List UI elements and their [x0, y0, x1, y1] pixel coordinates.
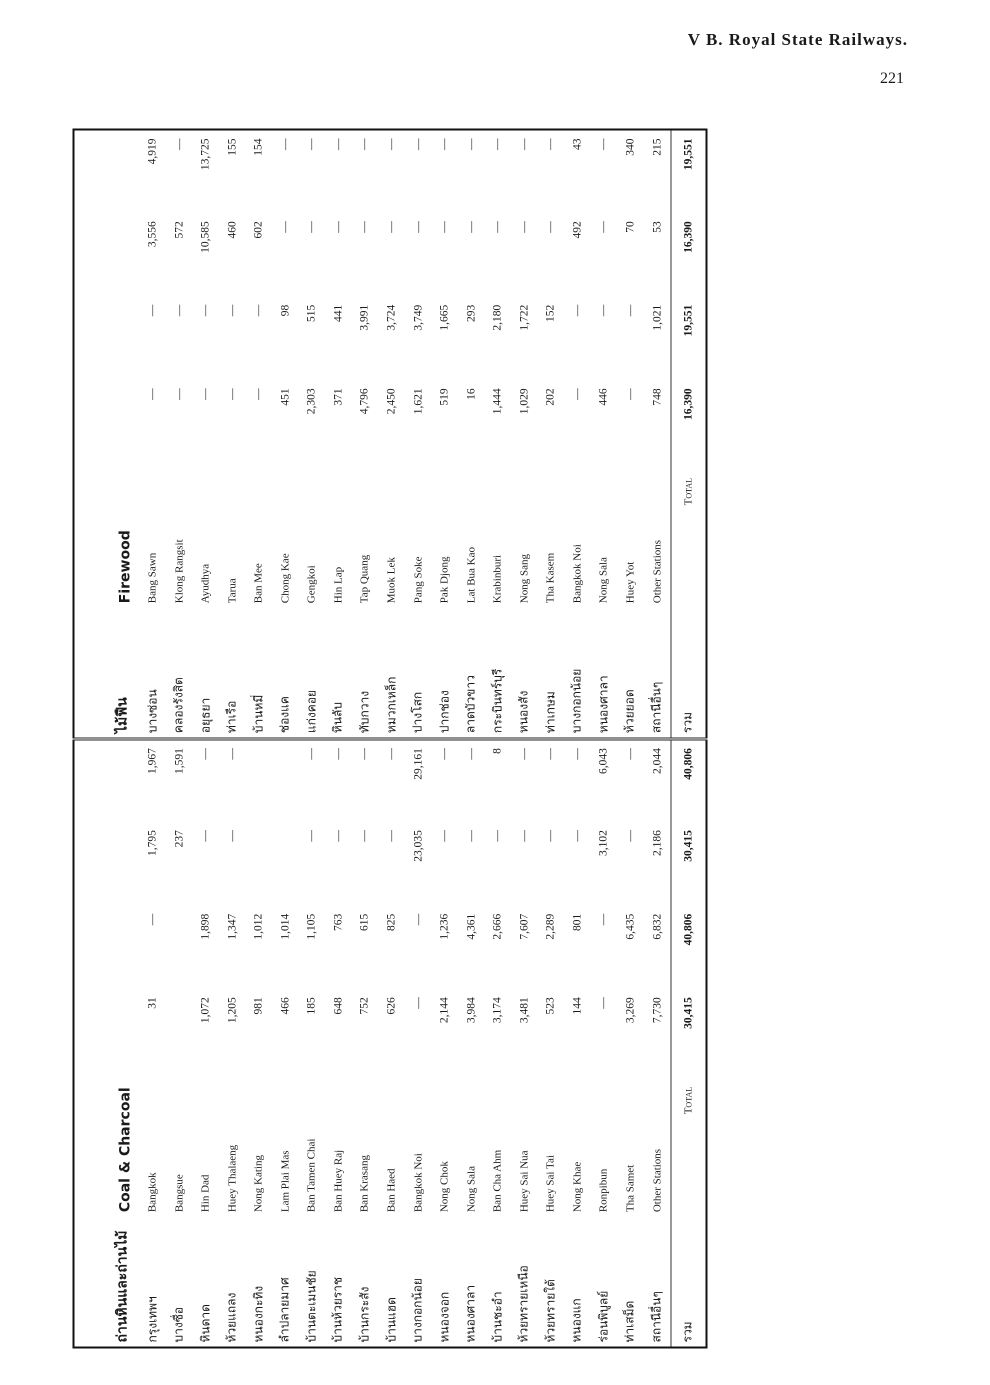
firewood-station-thai: กระบินทร์บุรี — [489, 668, 504, 733]
firewood-value: 451 — [278, 387, 291, 406]
firewood-station-thai: ลาดบัวขาว — [463, 674, 478, 733]
firewood-heading: Firewood — [116, 529, 133, 603]
table-row — [325, 129, 352, 1347]
traffic-table — [72, 128, 707, 1348]
firewood-station-thai: ห้วยยอด — [622, 688, 637, 733]
coal-station-name: Nong Chok — [438, 1160, 451, 1212]
firewood-value: 293 — [464, 304, 477, 322]
coal-value: — — [146, 913, 159, 925]
firewood-value: — — [411, 138, 424, 150]
coal-thai-heading: ถ่านหินและถ่านไม้ — [113, 1229, 130, 1342]
firewood-station-thai: สถานีอื่นๆ — [649, 681, 664, 733]
coal-value: 466 — [278, 996, 291, 1015]
coal-station-name: Ronpibun — [597, 1168, 610, 1212]
coal-value: 1,014 — [278, 913, 291, 940]
coal-value: 3,984 — [464, 996, 477, 1023]
coal-value: 825 — [385, 913, 398, 931]
coal-total-thai: รวม — [670, 1216, 706, 1347]
coal-value: 6,435 — [623, 913, 636, 940]
firewood-value: — — [172, 138, 185, 150]
firewood-value: 441 — [331, 304, 344, 322]
firewood-value: 1,722 — [517, 304, 530, 331]
coal-station-thai: บ้านชะอำ — [489, 1290, 504, 1342]
coal-value: — — [378, 738, 405, 822]
coal-value: 8 — [484, 738, 511, 822]
coal-value: — — [305, 829, 318, 842]
coal-value: 2,186 — [650, 829, 663, 856]
firewood-station-name: Other Stations — [650, 539, 663, 603]
coal-value — [165, 905, 192, 989]
firewood-value: 215 — [650, 138, 663, 156]
firewood-value: — — [199, 304, 212, 316]
coal-value: — — [491, 829, 504, 842]
firewood-station-name: Chong Kae — [278, 552, 291, 603]
coal-value: 981 — [252, 996, 265, 1015]
table-row — [511, 129, 538, 1347]
coal-value: — — [623, 829, 636, 842]
firewood-station-name: Pak Djong — [438, 555, 451, 603]
firewood-value: 152 — [544, 304, 557, 322]
firewood-value: 202 — [544, 387, 557, 406]
coal-station-name: Nong Sala — [464, 1165, 477, 1212]
firewood-station-name: Huey Yot — [623, 561, 636, 603]
coal-total-label: Total — [670, 1072, 706, 1215]
coal-total-value: 30,415 — [670, 822, 706, 906]
coal-station-thai: ห้วยทรายใต้ — [542, 1278, 557, 1342]
firewood-value: — — [623, 304, 636, 316]
coal-value: — — [617, 738, 644, 822]
coal-value: 1,591 — [165, 738, 192, 822]
firewood-total-value: 19,551 — [670, 296, 706, 380]
firewood-value: 1,665 — [438, 304, 451, 331]
firewood-value: — — [278, 220, 291, 233]
coal-value: — — [331, 829, 344, 842]
coal-value: — — [564, 738, 591, 822]
firewood-station-thai: หนองศาลา — [595, 674, 610, 733]
firewood-value: 1,021 — [650, 304, 663, 331]
coal-value: — — [438, 829, 451, 842]
coal-value: — — [225, 829, 238, 842]
table-row — [165, 129, 192, 1347]
coal-station-name: Huey Sai Nua — [517, 1149, 530, 1212]
coal-value: 2,044 — [643, 738, 670, 822]
coal-station-thai: บ้านห้วยราช — [330, 1276, 345, 1342]
table-row — [139, 129, 166, 1347]
firewood-station-thai: บางกอกน้อย — [569, 668, 584, 733]
firewood-value: — — [172, 304, 185, 316]
firewood-value: — — [385, 220, 398, 233]
coal-station-thai: หนองจอก — [436, 1291, 451, 1342]
coal-station-thai: บางซื่อ — [171, 1306, 186, 1342]
coal-station-thai: บ้านตะเมนชัย — [303, 1269, 318, 1342]
firewood-value: 460 — [225, 220, 238, 238]
firewood-station-name: Klong Rangsit — [172, 538, 185, 603]
firewood-station-name: Ayudhya — [199, 563, 212, 603]
coal-value: — — [351, 738, 378, 822]
firewood-station-thai: บ้านหมี่ — [250, 694, 265, 733]
coal-value: — — [464, 829, 477, 842]
firewood-station-name: Bangkok Noi — [570, 543, 583, 603]
running-header: V B. Royal State Railways. — [687, 30, 908, 49]
coal-station-thai: ห้วยแถลง — [224, 1292, 239, 1342]
coal-station-name: Ban Haed — [385, 1167, 398, 1212]
firewood-station-thai: หนองสัง — [516, 690, 531, 733]
coal-value: — — [218, 738, 245, 822]
firewood-value: — — [517, 138, 530, 150]
firewood-station-name: Muok Lek — [385, 556, 398, 603]
firewood-value: 98 — [278, 304, 291, 316]
coal-value: 1,795 — [146, 829, 159, 856]
firewood-value: 13,725 — [199, 138, 212, 170]
coal-value: 763 — [331, 913, 344, 931]
table-row — [537, 129, 564, 1347]
coal-value: — — [511, 738, 538, 822]
firewood-station-name: Tha Kasem — [544, 552, 557, 603]
firewood-value: 492 — [570, 220, 583, 238]
firewood-station-name: Gengkoi — [305, 564, 318, 603]
coal-total-value: 30,415 — [670, 989, 706, 1073]
coal-value: 31 — [146, 996, 159, 1009]
coal-station-thai: บ้านแฮด — [383, 1296, 398, 1342]
coal-value: — — [517, 829, 530, 842]
firewood-value: 1,621 — [411, 387, 424, 414]
firewood-station-name: Krabinburi — [491, 554, 504, 603]
coal-value: 237 — [172, 829, 185, 847]
coal-value — [165, 989, 192, 1073]
coal-station-name: Nong Kating — [252, 1154, 265, 1212]
table-row — [643, 129, 670, 1347]
coal-station-thai: หนองศาลา — [463, 1284, 478, 1342]
coal-value: 523 — [544, 996, 557, 1015]
coal-value: — — [544, 829, 557, 842]
firewood-value: 16 — [464, 387, 477, 400]
table-row — [590, 129, 617, 1347]
table-row — [218, 129, 245, 1347]
coal-value: 6,832 — [650, 913, 663, 940]
coal-station-thai: หนองแก — [569, 1297, 584, 1342]
table-row — [457, 129, 484, 1347]
coal-value: 615 — [358, 913, 371, 931]
coal-value: 4,361 — [464, 913, 477, 940]
table-row — [245, 129, 272, 1347]
firewood-value: 1,444 — [491, 387, 504, 414]
firewood-value: 3,749 — [411, 304, 424, 331]
coal-station-thai: หนองกะทิง — [250, 1285, 265, 1342]
firewood-value: 53 — [650, 220, 663, 233]
coal-value: 3,481 — [517, 996, 530, 1023]
firewood-value: — — [597, 138, 610, 150]
coal-value: 23,035 — [411, 829, 424, 862]
coal-station-name: Bangkok — [146, 1171, 159, 1212]
coal-value: 1,967 — [139, 738, 166, 822]
firewood-value: — — [146, 387, 159, 400]
firewood-value: — — [570, 304, 583, 316]
page-number: 221 — [880, 70, 904, 87]
firewood-value: 154 — [252, 138, 265, 156]
firewood-value: — — [252, 387, 265, 400]
firewood-station-thai: อยุธยา — [197, 697, 212, 733]
firewood-value: 43 — [570, 138, 583, 150]
coal-station-name: Tha Samet — [623, 1164, 636, 1212]
firewood-value: 572 — [172, 220, 185, 238]
firewood-station-thai: หินลับ — [330, 701, 345, 733]
firewood-total-value: 16,390 — [670, 380, 706, 464]
coal-station-name: Huey Thalaeng — [225, 1144, 238, 1212]
firewood-value: 70 — [623, 220, 636, 233]
coal-value: — — [298, 738, 325, 822]
coal-station-name: Ban Cha Ahm — [491, 1149, 504, 1212]
coal-value: 1,347 — [225, 913, 238, 940]
firewood-value: 2,180 — [491, 304, 504, 331]
table-header-row — [73, 129, 139, 1347]
firewood-station-thai: บางซ่อน — [144, 688, 159, 733]
coal-heading: Coal & Charcoal — [116, 1086, 133, 1212]
coal-value: 3,174 — [491, 996, 504, 1023]
coal-value: 1,105 — [305, 913, 318, 940]
coal-value: 2,144 — [438, 996, 451, 1023]
firewood-value: — — [252, 304, 265, 316]
firewood-value: 3,991 — [358, 304, 371, 331]
firewood-total-thai: รวม — [670, 607, 706, 738]
firewood-station-thai: แก่งคอย — [303, 689, 318, 733]
coal-value — [272, 738, 299, 822]
coal-value: 1,205 — [225, 996, 238, 1023]
coal-station-name: Lam Plai Mas — [278, 1149, 291, 1212]
firewood-station-thai: ทับกวาง — [356, 690, 371, 733]
rotated-table-block — [72, 128, 707, 1348]
firewood-value: — — [464, 220, 477, 233]
firewood-value: — — [623, 387, 636, 400]
firewood-station-name: Bang Sawn — [146, 552, 159, 603]
table-row — [431, 129, 458, 1347]
table-body — [73, 129, 706, 1347]
coal-value: — — [457, 738, 484, 822]
firewood-value: 2,303 — [305, 387, 318, 414]
coal-value — [245, 822, 272, 906]
firewood-value: — — [491, 220, 504, 233]
coal-value — [245, 738, 272, 822]
coal-value: 1,236 — [438, 913, 451, 940]
firewood-value: — — [570, 387, 583, 400]
firewood-station-name: Pang Soke — [411, 555, 424, 603]
coal-station-name: Other Stations — [650, 1148, 663, 1212]
firewood-value: 446 — [597, 387, 610, 406]
firewood-station-thai: ปางโสก — [410, 691, 425, 733]
firewood-value: 2,450 — [385, 387, 398, 414]
table-row — [484, 129, 511, 1347]
firewood-value: — — [358, 138, 371, 150]
coal-value: — — [537, 738, 564, 822]
firewood-value: — — [597, 220, 610, 233]
firewood-value: — — [597, 304, 610, 316]
coal-station-name: Ban Huey Raj — [331, 1149, 344, 1212]
firewood-total-value: 16,390 — [670, 213, 706, 297]
coal-value: — — [199, 829, 212, 842]
firewood-value: 748 — [650, 387, 663, 406]
firewood-value: — — [517, 220, 530, 233]
coal-value: 2,666 — [491, 913, 504, 940]
firewood-station-thai: ช่องแค — [277, 695, 292, 733]
coal-value: 1,072 — [199, 996, 212, 1023]
coal-value: 1,898 — [199, 913, 212, 940]
firewood-value: 4,919 — [146, 138, 159, 164]
firewood-value: — — [331, 220, 344, 233]
firewood-value: — — [544, 220, 557, 233]
table-row — [192, 129, 219, 1347]
firewood-value: — — [358, 220, 371, 233]
firewood-station-thai: ท่าเรือ — [224, 700, 239, 733]
firewood-value: 4,796 — [358, 387, 371, 414]
coal-station-thai: บางกอกน้อย — [410, 1277, 425, 1342]
firewood-total-value: 19,551 — [670, 129, 706, 213]
total-row — [670, 129, 706, 1347]
coal-station-name: Hin Dad — [199, 1174, 212, 1212]
coal-value: — — [385, 829, 398, 842]
coal-station-name: Huey Sai Tai — [544, 1154, 557, 1212]
firewood-value: — — [146, 304, 159, 316]
table-row — [564, 129, 591, 1347]
firewood-value: — — [199, 387, 212, 400]
firewood-value: — — [172, 387, 185, 400]
coal-value: 752 — [358, 996, 371, 1015]
coal-station-name: Bangsue — [172, 1173, 185, 1212]
firewood-value: — — [438, 220, 451, 233]
coal-value: — — [411, 913, 424, 925]
coal-value: 6,043 — [590, 738, 617, 822]
coal-value: 29,161 — [404, 738, 431, 822]
firewood-station-name: Nong Sala — [597, 556, 610, 603]
coal-value: 144 — [570, 996, 583, 1015]
firewood-station-name: Nong Sang — [517, 553, 530, 603]
firewood-value: 340 — [623, 138, 636, 156]
coal-station-thai: กรุงเทพฯ — [144, 1295, 159, 1342]
coal-value: 1,012 — [252, 913, 265, 940]
coal-value: 3,102 — [597, 829, 610, 856]
coal-value: 3,269 — [623, 996, 636, 1023]
coal-value: — — [597, 996, 610, 1009]
coal-total-value: 40,806 — [670, 738, 706, 822]
firewood-value: — — [438, 138, 451, 150]
firewood-value: — — [385, 138, 398, 150]
coal-value: — — [411, 996, 424, 1009]
table-row — [404, 129, 431, 1347]
coal-value: — — [431, 738, 458, 822]
coal-station-name: Nong Khae — [570, 1161, 583, 1212]
firewood-value: — — [464, 138, 477, 150]
coal-value — [272, 822, 299, 906]
firewood-value: — — [225, 387, 238, 400]
firewood-station-name: Tarua — [225, 577, 238, 603]
firewood-value: 10,585 — [199, 220, 212, 253]
coal-station-thai: ลำปลายมาศ — [277, 1276, 292, 1342]
firewood-station-thai: ปากช่อง — [436, 689, 451, 733]
coal-value: 801 — [570, 913, 583, 931]
coal-station-thai: ท่าเสม็ด — [622, 1300, 637, 1342]
coal-value: 7,730 — [650, 996, 663, 1023]
firewood-value: — — [331, 138, 344, 150]
coal-value: — — [570, 829, 583, 842]
coal-station-name: Ban Tamen Chai — [305, 1138, 318, 1212]
firewood-value: — — [411, 220, 424, 233]
firewood-value: 1,029 — [517, 387, 530, 414]
firewood-value: — — [305, 138, 318, 150]
coal-value: — — [358, 829, 371, 842]
firewood-value: 602 — [252, 220, 265, 238]
firewood-value: — — [544, 138, 557, 150]
firewood-station-name: Hin Lap — [331, 566, 344, 603]
firewood-value: 371 — [331, 387, 344, 406]
firewood-value: — — [491, 138, 504, 150]
firewood-value: — — [278, 138, 291, 150]
coal-station-name: Ban Krasang — [358, 1154, 371, 1212]
coal-value: 2,289 — [544, 913, 557, 940]
coal-total-value: 40,806 — [670, 905, 706, 989]
firewood-station-name: Ban Mee — [252, 562, 265, 603]
table-row — [378, 129, 405, 1347]
coal-value: 185 — [305, 996, 318, 1015]
coal-value: — — [597, 913, 610, 925]
coal-value: — — [192, 738, 219, 822]
firewood-value: 515 — [305, 304, 318, 322]
coal-value: 7,607 — [517, 913, 530, 940]
firewood-value: 519 — [438, 387, 451, 406]
table-row — [617, 129, 644, 1347]
firewood-value: — — [305, 220, 318, 233]
firewood-station-name: Lat Bua Kao — [464, 546, 477, 603]
firewood-value: 155 — [225, 138, 238, 156]
coal-station-name: Bangkok Noi — [411, 1152, 424, 1212]
table-row — [272, 129, 299, 1347]
firewood-value: — — [225, 304, 238, 316]
coal-value: — — [325, 738, 352, 822]
firewood-total-label: Total — [670, 463, 706, 606]
firewood-station-thai: คลองรังสิต — [171, 676, 186, 733]
table-row — [351, 129, 378, 1347]
firewood-thai-heading: ไม้ฟืน — [113, 696, 130, 733]
firewood-station-name: Tap Quang — [358, 554, 371, 603]
coal-value: 648 — [331, 996, 344, 1015]
coal-value: 626 — [385, 996, 398, 1015]
firewood-station-thai: หมวกเหล็ก — [383, 676, 398, 733]
coal-station-thai: สถานีอื่นๆ — [649, 1290, 664, 1342]
coal-station-thai: หินดาด — [197, 1303, 212, 1342]
firewood-value: 3,724 — [385, 304, 398, 331]
coal-station-thai: บ้านกระสัง — [356, 1286, 371, 1342]
table-row — [298, 129, 325, 1347]
firewood-station-thai: ท่าเกษม — [542, 690, 557, 733]
firewood-value: 3,556 — [146, 220, 159, 247]
coal-station-thai: ร่อนพิบูลย์ — [595, 1290, 610, 1342]
coal-station-thai: ห้วยทรายเหนือ — [516, 1264, 531, 1342]
